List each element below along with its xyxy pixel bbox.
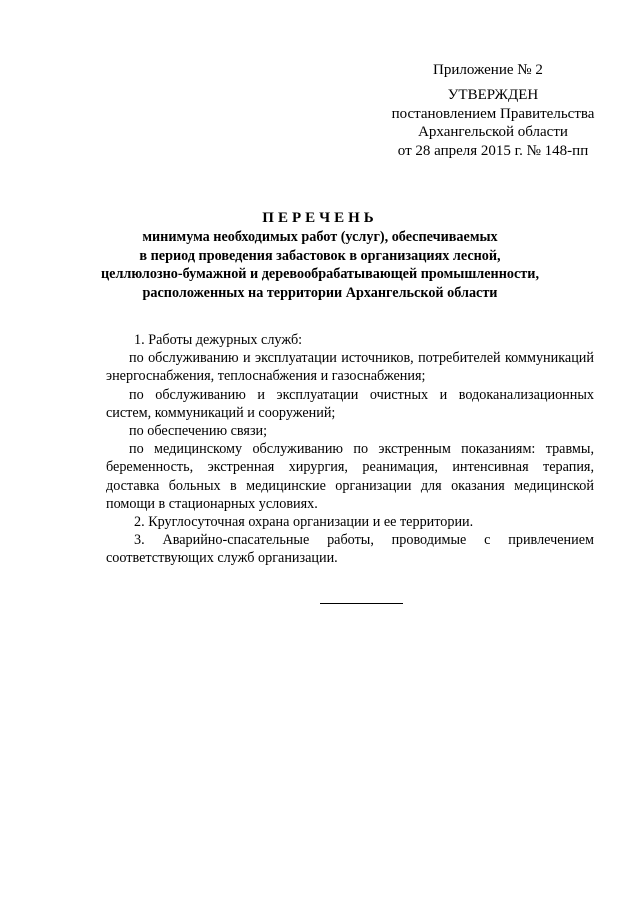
approved-by-line-1: постановлением Правительства (391, 105, 595, 122)
subtitle-line-1: минимума необходимых работ (услуг), обеспечиваемых (142, 229, 498, 245)
item-1-sub-2: по обслуживанию и эксплуатации очистных и водоканализационных систем, коммуникаций и сооружений; (106, 386, 594, 421)
subtitle-line-4: расположенных на территории Архангельской области (142, 284, 498, 301)
approval-block (379, 86, 607, 160)
item-3: 3. Аварийно-спасательные работы, проводимые с привлечением соответствующих служб организации. (106, 532, 594, 567)
item-1-title: 1. Работы дежурных служб: (134, 332, 303, 348)
item-1-sub-3: по обеспечению связи; (129, 423, 268, 440)
document-title: ПЕРЕЧЕНЬ (262, 210, 378, 226)
document-body (106, 331, 594, 568)
subtitle-line-2: в период проведения забастовок в организациях лесной, (139, 247, 501, 264)
approved-by-line-3: от 28 апреля 2015 г. № 148-пп (397, 142, 589, 159)
item-2: 2. Круглосуточная охрана организации и ее территории. (134, 514, 474, 531)
closing-divider (320, 603, 403, 604)
appendix-label: Приложение № 2 (433, 62, 543, 78)
approved-heading: УТВЕРЖДЕН (447, 87, 539, 103)
document-subtitle (70, 228, 570, 302)
item-1-sub-4: по медицинскому обслуживанию по экстренным показаниям: травмы, беременность, экстренная хирургия, реанимация, интенсивная терапия, доставка больных в медицинские организации для оказания медицинской помощи в стационарных условиях. (106, 441, 594, 512)
subtitle-line-3: целлюлозно-бумажной и деревообрабатывающей промышленности, (101, 266, 539, 282)
item-1-sub-1: по обслуживанию и эксплуатации источников, потребителей коммуникаций энергоснабжения, теплоснабжения и газоснабжения; (106, 350, 594, 385)
approved-by-line-2: Архангельской области (418, 124, 568, 140)
